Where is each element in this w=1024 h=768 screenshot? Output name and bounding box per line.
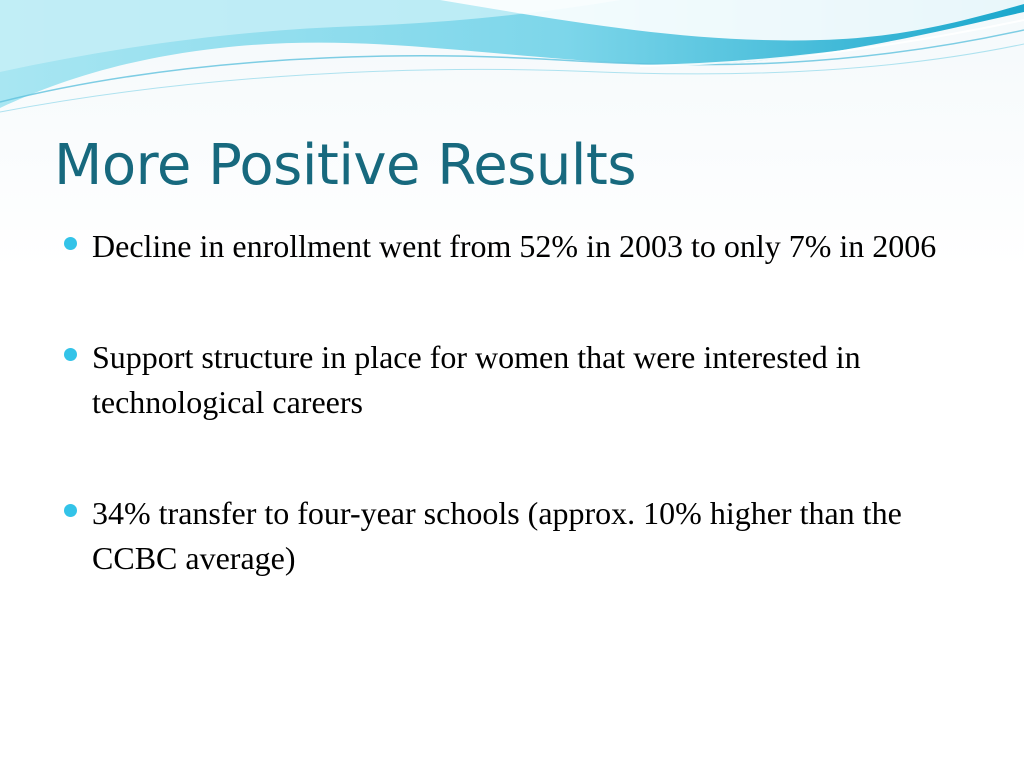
bullet-item bbox=[62, 491, 962, 581]
bullet-point-icon bbox=[64, 348, 77, 361]
bullet-text: Decline in enrollment went from 52% in 2003 to only 7% in 2006 bbox=[92, 228, 937, 264]
bullet-list bbox=[62, 224, 962, 647]
decorative-wave-header bbox=[0, 0, 1024, 120]
bullet-point-icon bbox=[64, 237, 77, 250]
bullet-point-icon bbox=[64, 504, 77, 517]
bullet-text: 34% transfer to four-year schools (approx. 10% higher than the CCBC average) bbox=[92, 495, 902, 576]
bullet-item bbox=[62, 224, 962, 269]
bullet-item bbox=[62, 335, 962, 425]
bullet-text: Support structure in place for women that were interested in technological careers bbox=[92, 339, 861, 420]
slide-title: More Positive Results bbox=[54, 133, 637, 198]
